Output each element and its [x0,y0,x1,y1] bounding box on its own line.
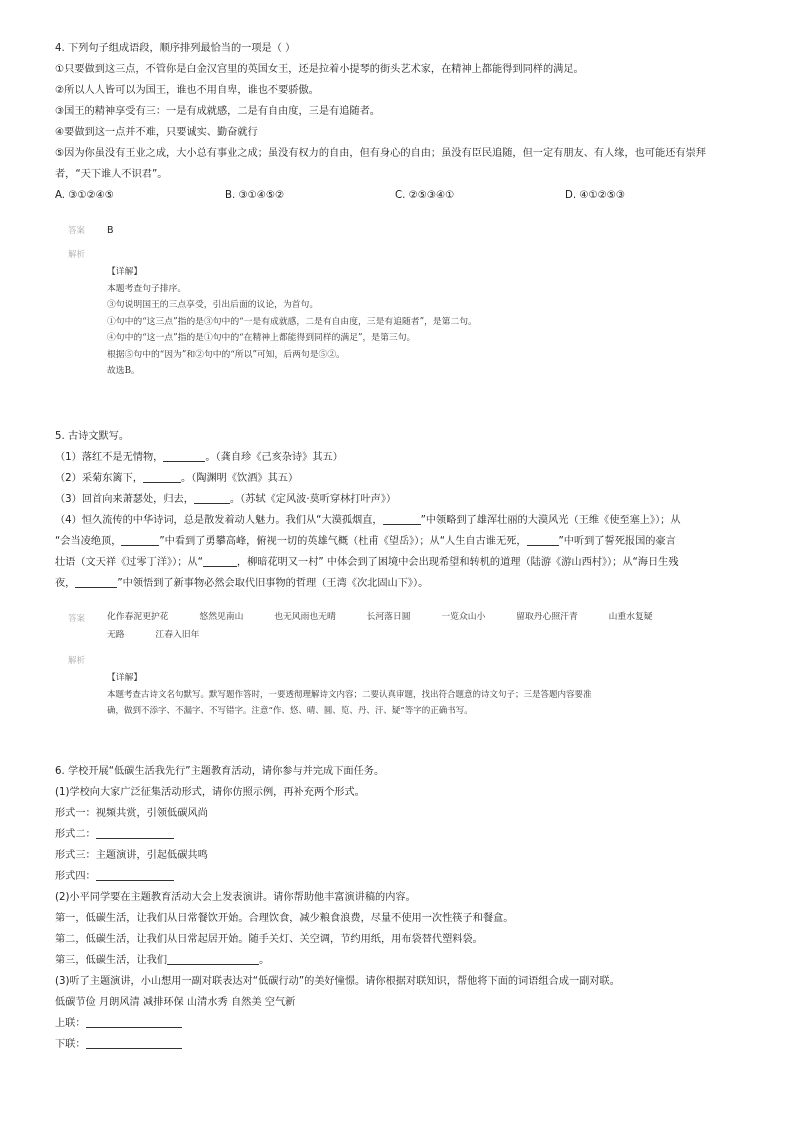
q4-item-5: ⑤因为你虽没有王业之成，大小总有事业之成；虽没有权力的自由，但有身心的自由；虽没有臣民追随，但一定有朋友、有人缘，也可能还有崇拜 [55,148,706,159]
q4-item-1: ①只要做到这三点，不管你是白金汉宫里的英国女王，还是拉着小提琴的街头艺术家，在精神上都能得到同样的满足。 [55,64,584,75]
q5-answer-item: 留取丹心照汗青 [516,612,578,622]
q5-blank-2[interactable] [143,469,181,483]
q5-line-5: “会当凌绝顶， ”中看到了勇攀高峰，俯视一切的英雄气概（杜甫《望岳》）；从“人生自古谁无死， ”中听到了誓死报国的豪言 [55,531,745,552]
q5-answer-item: 悠然见南山 [199,612,244,622]
q4-option-c: C. ②⑤③④① [395,190,455,201]
q5-analysis-tag: 解析 [68,656,86,666]
q6-form-2: 形式二： [55,824,745,845]
q4-analysis-line: ④句中的“这一点”指的是①句中的“在精神上都能得到同样的满足”，是第三句。 [107,333,416,343]
q6-form-2-blank[interactable] [96,825,174,839]
q6-speech-2: 第二，低碳生活，让我们从日常起居开始。随手关灯、关空调，节约用纸，用布袋替代塑料袋。 [55,934,483,945]
q4-analysis [68,248,748,380]
q6-words: 低碳节俭 月朗风清 减排环保 山清水秀 自然美 空气新 [55,997,296,1008]
q5-answer-tag: 答案 [68,614,86,624]
q6-speech-1: 第一，低碳生活，让我们从日常餐饮开始。合理饮食，减少粮食浪费，尽量不使用一次性筷子和餐盒。 [55,913,514,924]
q5-analysis [68,654,748,720]
q5-answer-item: 化作春泥更护花 [107,612,169,622]
q5-line-2: （2）采菊东篱下， 。（陶渊明《饮酒》其五） [55,468,745,489]
q5-line-4: （4）恒久流传的中华诗词，总是散发着动人魅力。我们从“大漠孤烟直， ”中领略到了雄浑壮丽的大漠风光（王维《使至塞上》）；从 [55,510,745,531]
q4-answer-value: B [107,225,114,236]
q5-blank-7[interactable] [203,553,237,567]
q5-answer-values [107,608,727,644]
q4-answer-tag: 答案 [68,226,86,236]
q6-part-3: (3)听了主题演讲，小山想用一副对联表达对“低碳行动”的美好憧憬。请你根据对联知识，帮他将下面的词语组合成一副对联。 [55,976,620,987]
q4-option-a: A. ③①②④⑤ [55,190,114,201]
q6-form-3: 形式三：主题演讲，引起低碳共鸣 [55,850,208,861]
q4-stem: 4. 下列句子组成语段，顺序排列最恰当的一项是（ ） [55,43,296,54]
q4-analysis-line: 故选B。 [107,366,140,376]
q5-answer-item: 无路 [107,630,125,640]
q4-options [55,185,745,206]
q6-stem: 6. 学校开展“低碳生活我先行”主题教育活动，请你参与并完成下面任务。 [55,766,385,777]
q5-answer-row [68,608,748,646]
q6-upper-couplet: 上联： [55,1013,745,1034]
q4-answer-section [68,222,748,380]
q4-item-5-cont: 者，“天下谁人不识君”。 [55,169,168,180]
q4-analysis-line: ①句中的“这三点”指的是③句中的“一是有成就感，二是有自由度，三是有追随者”，是第二句。 [107,316,477,327]
q4-analysis-line: ③句说明国王的三点享受，引出后面的议论，为首句。 [107,300,319,310]
q4-item-4: ④要做到这一点并不难，只要诚实、勤奋就行 [55,127,258,138]
q6-lower-couplet: 下联： [55,1034,745,1055]
q5-answer-item: 一览众山小 [441,612,486,622]
q5-line-1: （1）落红不是无情物， 。（龚自珍《己亥杂诗》其五） [55,447,745,468]
q5-line-6: 壮语（文天祥《过零丁洋》）；从“ ，柳暗花明又一村” 中体会到了困境中会出现希望和转机的道理（陆游《游山西村》）；从“海日生残 [55,552,745,573]
q5-blank-5[interactable] [121,532,159,546]
q6-part-1: (1)学校向大家广泛征集活动形式，请你仿照示例，再补充两个形式。 [55,787,365,798]
q5-answer-section [68,608,748,720]
q6-speech-3: 第三，低碳生活，让我们 。 [55,950,745,971]
q5-line-3: （3）回首向来萧瑟处，归去， 。（苏轼《定风波·莫听穿林打叶声》） [55,489,745,510]
q6-part-2: (2)小平同学要在主题教育活动大会上发表演讲。请你帮助他丰富演讲稿的内容。 [55,892,416,903]
q4-item-3: ③国王的精神享受有三：一是有成就感，二是有自由度，三是有追随者。 [55,106,380,117]
question-6 [55,761,745,1055]
q4-option-d: D. ④①②⑤③ [565,190,625,201]
q5-stem: 5. 古诗文默写。 [55,431,130,442]
q4-item-2: ②所以人人皆可以为国王，谁也不用自卑，谁也不要骄傲。 [55,85,319,96]
q6-form-4: 形式四： [55,866,745,887]
q4-analysis-tag: 解析 [68,250,86,260]
q6-lower-couplet-blank[interactable] [86,1035,182,1049]
question-5 [55,426,745,594]
q6-form-4-blank[interactable] [96,867,174,881]
q5-answer-item: 江春入旧年 [155,630,200,640]
q4-answer-row [68,222,748,240]
q5-analysis-line: 确，做到不添字、不漏字、不写错字。注意“作、悠、晴、圆、览、丹、汗、疑”等字的正确书写。 [107,706,473,716]
q5-blank-1[interactable] [163,448,205,462]
q4-analysis-line: 本题考查句子排序。 [107,283,187,294]
q5-analysis-line: 本题考查古诗文名句默写。默写题作答时，一要透彻理解诗文内容；二要认真审题，找出符合题意的诗文句子；三是答题内容要准 [107,689,592,700]
q5-answer-item: 长河落日圆 [366,612,411,622]
q5-answer-item: 也无风雨也无晴 [274,612,336,622]
q5-blank-4[interactable] [383,511,421,525]
q6-speech-3-blank[interactable] [167,951,259,965]
q6-form-1: 形式一：视频共赏，引领低碳风尚 [55,808,208,819]
q5-answer-item: 山重水复疑 [608,612,653,622]
q5-blank-8[interactable] [75,574,117,588]
q5-analysis-line: 【详解】 [107,673,143,683]
q5-blank-6[interactable] [527,532,559,546]
q4-analysis-line: 根据⑤句中的“因为”和②句中的“所以”可知，后两句是⑤②。 [107,349,345,360]
q4-option-b: B. ③①④⑤② [225,190,285,201]
q5-line-7: 夜， ”中领悟到了新事物必然会取代旧事物的哲理（王湾《次北固山下》）。 [55,573,745,594]
q4-analysis-line: 【详解】 [107,267,143,277]
question-4 [55,38,745,206]
q6-upper-couplet-blank[interactable] [86,1014,182,1028]
q5-blank-3[interactable] [194,490,230,504]
